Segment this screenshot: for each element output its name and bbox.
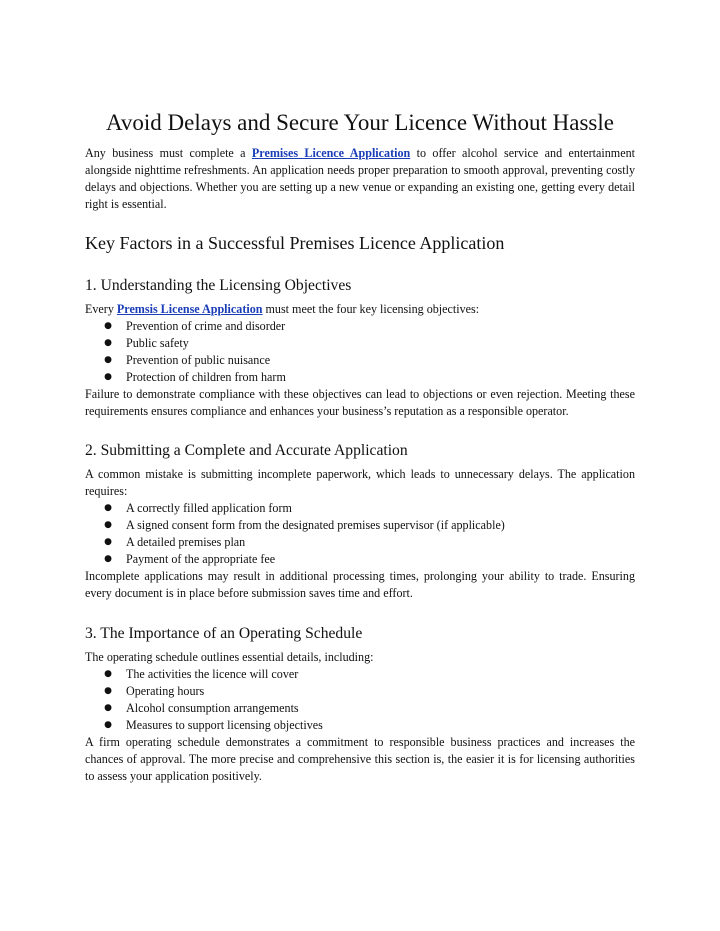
section-1-bullet-list — [85, 318, 635, 386]
list-item — [85, 517, 635, 534]
section-2-bullet-list — [85, 500, 635, 568]
list-item — [85, 335, 635, 352]
list-item-text: Protection of children from harm — [126, 370, 286, 384]
section-2-closing: Incomplete applications may result in additional processing times, prolonging your ability to trade. Ensuring every document is in place before submission saves time and effort. — [85, 569, 635, 600]
bullet-icon: ● — [104, 686, 112, 696]
list-item-text: Public safety — [126, 336, 189, 350]
bullet-icon: ● — [104, 537, 112, 547]
section-1-closing: Failure to demonstrate compliance with these objectives can lead to objections or even rejection. Meeting these requirements ensures compliance and enhances your business’s reputation as a responsible operator. — [85, 387, 635, 418]
list-item — [85, 318, 635, 335]
page-title: Avoid Delays and Secure Your Licence Without Hassle — [106, 110, 614, 135]
premsis-license-application-link[interactable]: Premsis License Application — [116, 302, 263, 316]
list-item — [85, 683, 635, 700]
intro-text-after: to offer alcohol service and entertainment alongside nighttime refreshments. An application needs proper preparation to smooth approval, preventing costly delays and objections. Whether you are setting up a new venue or expanding an existing one, getting every detail right is essential. — [85, 146, 635, 211]
list-item — [85, 369, 635, 386]
bullet-icon: ● — [104, 338, 112, 348]
list-item — [85, 352, 635, 369]
list-item-text: Operating hours — [126, 684, 205, 698]
main-heading: Key Factors in a Successful Premises Licence Application — [85, 233, 505, 253]
section-3-bullet-list — [85, 666, 635, 734]
list-item-text: The activities the licence will cover — [126, 667, 299, 681]
list-item — [85, 551, 635, 568]
list-item — [85, 666, 635, 683]
list-item — [85, 534, 635, 551]
bullet-icon: ● — [104, 720, 112, 730]
list-item — [85, 700, 635, 717]
intro-text-before: Any business must complete a — [85, 146, 252, 160]
bullet-icon: ● — [104, 669, 112, 679]
section-1-lead-after: must meet the four key licensing objectives: — [262, 302, 480, 316]
section-2-lead: A common mistake is submitting incomplete paperwork, which leads to unnecessary delays. The application requires: — [85, 467, 635, 498]
list-item-text: Prevention of crime and disorder — [126, 319, 286, 333]
list-item-text: A signed consent form from the designated premises supervisor (if applicable) — [126, 518, 505, 532]
list-item-text: Prevention of public nuisance — [126, 353, 271, 367]
bullet-icon: ● — [104, 321, 112, 331]
section-1-lead — [85, 301, 635, 318]
list-item-text: A detailed premises plan — [126, 535, 246, 549]
list-item-text: Alcohol consumption arrangements — [126, 701, 299, 715]
list-item — [85, 500, 635, 517]
section-3-closing: A firm operating schedule demonstrates a commitment to responsible business practices and increases the chances of approval. The more precise and comprehensive this section is, the easier it is for licensing authorities to assess your application positively. — [85, 735, 635, 783]
bullet-icon: ● — [104, 503, 112, 513]
premises-licence-application-link[interactable]: Premises Licence Application — [251, 146, 411, 160]
section-3-lead: The operating schedule outlines essential details, including: — [85, 650, 374, 664]
section-2-heading: 2. Submitting a Complete and Accurate Application — [85, 442, 408, 459]
bullet-icon: ● — [104, 372, 112, 382]
list-item-text: A correctly filled application form — [126, 501, 292, 515]
list-item-text: Measures to support licensing objectives — [126, 718, 323, 732]
bullet-icon: ● — [104, 703, 112, 713]
bullet-icon: ● — [104, 520, 112, 530]
list-item — [85, 717, 635, 734]
section-1-heading: 1. Understanding the Licensing Objectives — [85, 277, 352, 294]
section-1-lead-before: Every — [85, 302, 117, 316]
bullet-icon: ● — [104, 554, 112, 564]
section-3-heading: 3. The Importance of an Operating Schedule — [85, 625, 363, 642]
list-item-text: Payment of the appropriate fee — [126, 552, 276, 566]
bullet-icon: ● — [104, 355, 112, 365]
intro-paragraph — [85, 145, 635, 213]
